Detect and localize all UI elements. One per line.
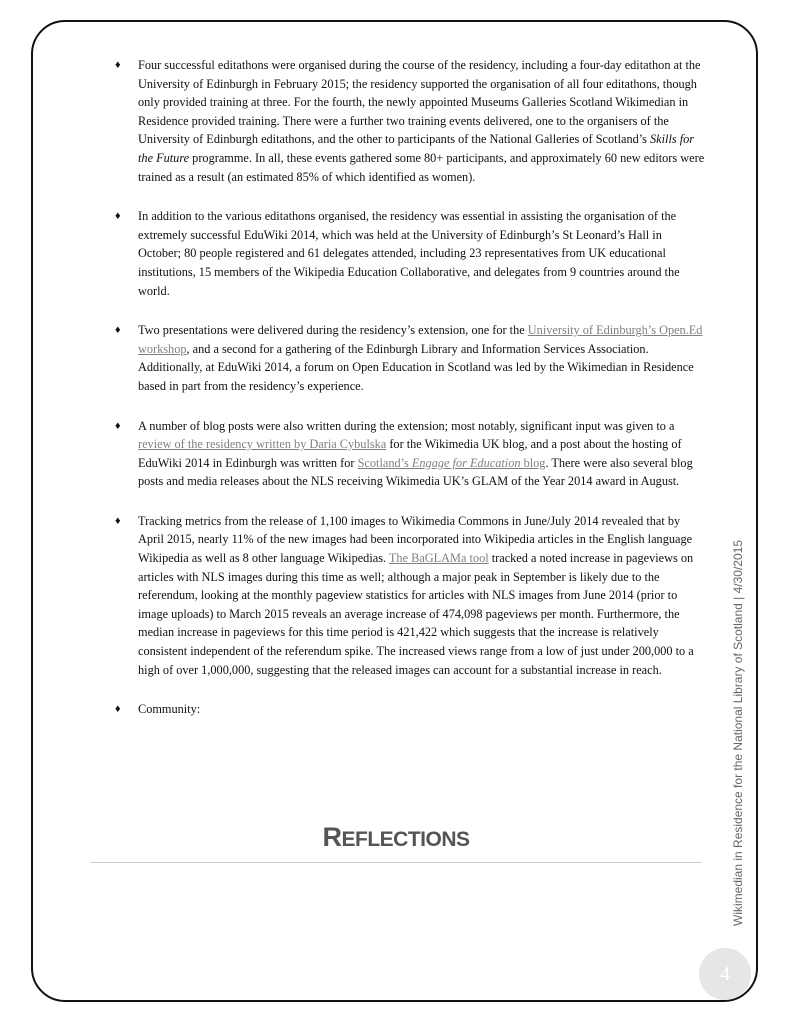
bullet-item [115, 207, 705, 300]
text-run: Four successful editathons were organised during the course of the residency, including a four-day editathon at the University of Edinburgh in February 2015; the residency supported the organisation of all four editathons, though only provided training at three. For the fourth, the newly appointed Museums Galleries Scotland Wikimedian in Residence provided training. There were a further two training events delivered, one to the organisers of the University of Edinburgh editathons, and the other to participants of the National Galleries of Scotland’s [138, 58, 701, 147]
bullet-text [138, 419, 693, 489]
diamond-bullet-icon: ♦ [115, 419, 121, 432]
bullet-text [138, 209, 680, 297]
text-run: for the Wikimedia UK blog, and a post about the hosting of EduWiki 2014 in Edinburgh was written for [138, 437, 682, 470]
hyperlink[interactable]: Scotland’s [357, 455, 412, 470]
diamond-bullet-icon: ♦ [115, 59, 121, 71]
section-heading-initial: R [322, 822, 342, 852]
text-run: tracked a noted increase in pageviews on articles with NLS images during this time as well; although a major peak in September is likely due to the referendum, looking at the monthly pageview statistics for articles with NLS images from June 2014 (prior to image uploads) to March 2015 reveals an average increase of 474,098 pageviews per month. Furthermore, the median increase in pageviews for this time period is 421,422 which suggests that the increase is relatively consistent independent of the referendum spike. The increased views range from a low of just under 200,000 to a high of over 1,000,000, suggesting that the released images can account for a substantial increase in reach. [138, 551, 694, 677]
hyperlink[interactable]: The BaGLAMa tool [388, 551, 489, 566]
section-heading-rest: EFLECTIONS [341, 828, 470, 851]
hyperlink[interactable]: blog [520, 455, 546, 470]
diamond-bullet-icon: ♦ [115, 210, 121, 223]
bullet-text [138, 514, 694, 677]
hyperlink[interactable]: Engage for Education [411, 455, 521, 470]
running-footer: Wikimedian in Residence for the National Library of Scotland | 4/30/2015 [731, 540, 745, 926]
hyperlink[interactable]: University of Edinburgh’s Open.Ed workshop [138, 323, 703, 356]
text-run: Community: [138, 702, 201, 717]
text-run: programme. In all, these events gathered some 80+ participants, and approximately 60 new editors were trained as a result (an estimated 85% of which identified as women). [138, 150, 705, 184]
body-content [115, 56, 705, 740]
text-run: Skills for the Future [138, 132, 695, 165]
bullet-text [138, 58, 704, 184]
bullet-item [115, 700, 705, 719]
page-number: 4 [720, 962, 730, 985]
bullet-item [115, 56, 705, 186]
bullet-text [138, 702, 200, 716]
text-run: In addition to the various editathons organised, the residency was essential in assisting the organisation of the extremely successful EduWiki 2014, which was held at the University of Edinburgh’s St Leonard’s Hall in October; 80 people registered and 61 delegates attended, including 23 representatives from UK educational institutions, 15 members of the Wikipedia Education Collaborative, and delegates from 9 countries around the world. [138, 209, 680, 298]
text-run: , and a second for a gathering of the Edinburgh Library and Information Services Association. Additionally, at EduWiki 2014, a forum on Open Education in Scotland was led by the Wikimedian in Residence based in part from the residency’s experience. [138, 341, 694, 393]
section-divider [90, 862, 702, 863]
section-heading-reflections [90, 822, 702, 853]
bullet-item [115, 321, 705, 395]
bullet-item [115, 417, 705, 491]
hyperlink[interactable]: review of the residency written by Daria Cybulska [138, 437, 387, 452]
bullet-item [115, 512, 705, 679]
text-run: A number of blog posts were also written during the extension; most notably, significant input was given to a [138, 418, 675, 433]
text-run: Tracking metrics from the release of 1,100 images to Wikimedia Commons in June/July 2014 revealed that by April 2015, nearly 11% of the new images had been incorporated into Wikipedia articles in the English language Wikipedia as well as 8 other language Wikipedias. [138, 513, 693, 566]
page-number-badge [699, 948, 751, 1000]
bullet-text [138, 323, 702, 393]
text-run: . There were also several blog posts and media releases about the NLS receiving Wikimedia UK’s GLAM of the Year 2014 award in August. [138, 455, 693, 489]
text-run: Two presentations were delivered during the residency’s extension, one for the [138, 323, 528, 338]
diamond-bullet-icon: ♦ [115, 703, 121, 716]
diamond-bullet-icon: ♦ [115, 514, 121, 527]
diamond-bullet-icon: ♦ [115, 324, 121, 337]
